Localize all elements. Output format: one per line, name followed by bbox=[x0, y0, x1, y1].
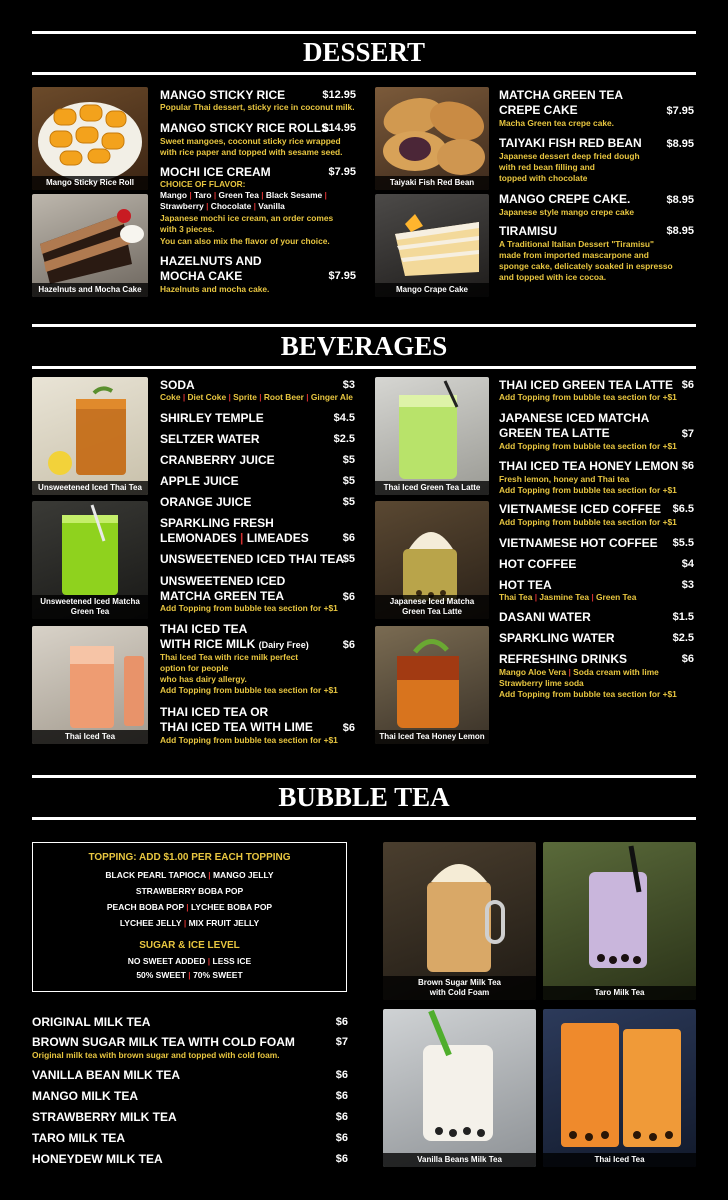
item-name: THAI ICED TEA WITH LIME bbox=[160, 720, 313, 734]
item-name: SPARKLING WATER bbox=[499, 631, 615, 645]
photo-caption: Taro Milk Tea bbox=[543, 986, 696, 1000]
hot-tea-options: Thai Tea | Jasmine Tea | Green Tea bbox=[499, 592, 637, 602]
topping: STRAWBERRY BOBA POP bbox=[135, 886, 244, 896]
bubble-tea-title: BUBBLE TEA bbox=[278, 782, 450, 812]
sugar-option: NO SWEET ADDED bbox=[127, 956, 206, 966]
option: Ginger Ale bbox=[310, 392, 353, 402]
photo-caption: Thai Iced Green Tea Latte bbox=[375, 481, 489, 495]
item-desc: Japanese style mango crepe cake bbox=[499, 207, 635, 217]
topping-heading: TOPPING: ADD $1.00 PER EACH TOPPING bbox=[88, 852, 291, 863]
item-name: THAI ICED TEA HONEY LEMON bbox=[499, 459, 679, 473]
topping: MIX FRUIT JELLY bbox=[188, 918, 260, 928]
item-name: HONEYDEW MILK TEA bbox=[32, 1152, 163, 1166]
photo-caption-line: Green Tea bbox=[70, 607, 110, 616]
item-desc: Add Topping from bubble tea section for +$1 bbox=[499, 485, 677, 495]
item-desc: who has dairy allergy. bbox=[160, 674, 247, 684]
section-rule bbox=[32, 775, 696, 778]
drink-illustration bbox=[543, 1009, 696, 1167]
flavor: Taro bbox=[193, 190, 212, 200]
item-price: $6 bbox=[335, 1111, 348, 1123]
beverages-title: BEVERAGES bbox=[280, 331, 448, 361]
item-name: LEMONADES | LIMEADES bbox=[160, 531, 309, 545]
item-name: THAI ICED TEA bbox=[160, 622, 248, 636]
item-price: $5.5 bbox=[672, 537, 694, 549]
item-name: MANGO STICKY RICE bbox=[160, 88, 286, 102]
photo-caption: Mango Crape Cake bbox=[375, 283, 489, 297]
item-name: JAPANESE ICED MATCHA bbox=[499, 411, 650, 425]
sugar-line: 50% SWEET | 70% SWEET bbox=[136, 970, 243, 980]
topping-line bbox=[33, 886, 346, 896]
photo-caption-line: Green Tea Latte bbox=[402, 607, 462, 616]
flavor: Vanilla bbox=[258, 201, 285, 211]
item-name: VIETNAMESE HOT COFFEE bbox=[499, 536, 658, 550]
drink-illustration bbox=[32, 377, 148, 495]
item-name: MATCHA GREEN TEA bbox=[160, 589, 284, 603]
photo-taiyaki bbox=[375, 87, 489, 190]
item-name: THAI ICED TEA OR bbox=[160, 705, 269, 719]
item-name: BROWN SUGAR MILK TEA WITH COLD FOAM bbox=[32, 1035, 295, 1049]
item-name: UNSWEETENED ICED bbox=[160, 574, 286, 588]
item-desc: Japanese dessert deep fried dough bbox=[499, 151, 640, 161]
photo-caption: Vanilla Beans Milk Tea bbox=[383, 1153, 536, 1167]
item-name: APPLE JUICE bbox=[160, 474, 239, 488]
item-name: MOCHA CAKE bbox=[160, 269, 243, 283]
item-price: $12.95 bbox=[322, 89, 356, 101]
item-price: $8.95 bbox=[666, 138, 694, 150]
item-desc: Fresh lemon, honey and Thai tea bbox=[499, 474, 630, 484]
item-name: ORANGE JUICE bbox=[160, 495, 252, 509]
item-name: THAI ICED GREEN TEA LATTE bbox=[499, 378, 673, 392]
option: Coke bbox=[160, 392, 181, 402]
photo-japanese-iced-matcha bbox=[375, 501, 489, 619]
section-rule bbox=[32, 366, 696, 369]
topping: MANGO JELLY bbox=[212, 870, 274, 880]
item-price: $6 bbox=[342, 639, 355, 651]
cake-illustration bbox=[32, 194, 148, 297]
item-price: $6 bbox=[335, 1090, 348, 1102]
sugar-option: 70% SWEET bbox=[193, 970, 243, 980]
photo-brown-sugar-milk-tea bbox=[383, 842, 536, 1000]
item-price: $6 bbox=[342, 722, 355, 734]
item-name: SELTZER WATER bbox=[160, 432, 260, 446]
option: Diet Coke bbox=[187, 392, 227, 402]
item-desc: sponge cake, delicately soaked in espresso bbox=[499, 261, 673, 271]
item-desc: Add Topping from bubble tea section for +$1 bbox=[160, 735, 338, 745]
item-price: $14.95 bbox=[322, 122, 356, 134]
item-price: $6 bbox=[681, 379, 694, 391]
item-choice: CHOICE OF FLAVOR: bbox=[160, 179, 246, 189]
item-name: VANILLA BEAN MILK TEA bbox=[32, 1068, 180, 1082]
item-desc: Japanese mochi ice cream, an order comes bbox=[160, 213, 334, 223]
dessert-title: DESSERT bbox=[302, 37, 426, 67]
photo-caption-line: Japanese Iced Matcha bbox=[389, 597, 475, 606]
photo-caption-line: Brown Sugar Milk Tea bbox=[418, 978, 501, 987]
topping: LYCHEE BOBA POP bbox=[191, 902, 273, 912]
item-desc: topped with chocolate bbox=[499, 173, 588, 183]
item-price: $1.5 bbox=[672, 611, 694, 623]
taiyaki-illustration bbox=[375, 87, 489, 190]
item-price: $6 bbox=[342, 591, 355, 603]
sugar-option: 50% SWEET bbox=[136, 970, 186, 980]
photo-caption: Hazelnuts and Mocha Cake bbox=[32, 283, 148, 297]
item-price: $5 bbox=[342, 454, 355, 466]
item-name: DASANI WATER bbox=[499, 610, 591, 624]
sugar-heading: SUGAR & ICE LEVEL bbox=[139, 940, 240, 951]
sugar-line: NO SWEET ADDED | LESS ICE bbox=[127, 956, 252, 966]
section-rule bbox=[32, 31, 696, 34]
option: Mango Aloe Vera bbox=[499, 667, 567, 677]
item-price: $5 bbox=[342, 475, 355, 487]
item-price: $7 bbox=[681, 428, 694, 440]
topping: PEACH BOBA POP bbox=[106, 902, 184, 912]
photo-vanilla-bean-milk-tea bbox=[383, 1009, 536, 1167]
crepe-cake-illustration bbox=[375, 194, 489, 297]
item-price: $6 bbox=[335, 1153, 348, 1165]
flavor-list: Strawberry | Chocolate | Vanilla bbox=[160, 201, 285, 211]
photo-hazelnuts-mocha-cake bbox=[32, 194, 148, 297]
photo-unsweetened-iced-thai-tea bbox=[32, 377, 148, 495]
item-name: GREEN TEA LATTE bbox=[499, 426, 610, 440]
item-name: HOT TEA bbox=[499, 578, 552, 592]
item-name: STRAWBERRY MILK TEA bbox=[32, 1110, 177, 1124]
item-name: MANGO CREPE CAKE. bbox=[499, 192, 631, 206]
item-desc: Add Topping from bubble tea section for +$1 bbox=[160, 603, 338, 613]
item-desc: Sweet mangoes, coconut sticky rice wrapped bbox=[160, 136, 341, 146]
item-desc: Add Topping from bubble tea section for +$1 bbox=[499, 517, 677, 527]
item-desc: A Traditional Italian Dessert "Tiramisu" bbox=[499, 239, 655, 249]
item-desc: Popular Thai dessert, sticky rice in coconut milk. bbox=[160, 102, 355, 112]
item-name: MANGO MILK TEA bbox=[32, 1089, 138, 1103]
option: Soda cream with lime bbox=[573, 667, 659, 677]
section-rule bbox=[32, 324, 696, 327]
sugar-option: LESS ICE bbox=[212, 956, 252, 966]
drink-illustration bbox=[375, 626, 489, 744]
topping: LYCHEE JELLY bbox=[119, 918, 182, 928]
item-name: TARO MILK TEA bbox=[32, 1131, 126, 1145]
item-price: $4.5 bbox=[333, 412, 355, 424]
flavor: Chocolate bbox=[210, 201, 252, 211]
refreshing-options: Mango Aloe Vera | Soda cream with lime bbox=[499, 667, 659, 677]
topping: BLACK PEARL TAPIOCA bbox=[105, 870, 206, 880]
mango-roll-illustration bbox=[32, 87, 148, 190]
option: Green Tea bbox=[596, 592, 637, 602]
item-name: UNSWEETENED ICED THAI TEA bbox=[160, 552, 345, 566]
item-price: $3 bbox=[681, 579, 694, 591]
item-price: $5 bbox=[342, 496, 355, 508]
photo-caption: Thai Iced Tea Honey Lemon bbox=[375, 730, 489, 744]
item-desc: Strawberry lime soda bbox=[499, 678, 584, 688]
photo-mango-sticky-rice-roll bbox=[32, 87, 148, 190]
photo-thai-iced-tea-honey-lemon bbox=[375, 626, 489, 744]
photo-caption: Thai Iced Tea bbox=[32, 730, 148, 744]
item-price: $3 bbox=[342, 379, 355, 391]
photo-taro-milk-tea bbox=[543, 842, 696, 1000]
item-name: HAZELNUTS AND bbox=[160, 254, 262, 268]
item-desc: Macha Green tea crepe cake. bbox=[499, 118, 614, 128]
item-price: $6 bbox=[342, 532, 355, 544]
item-name: TIRAMISU bbox=[499, 224, 557, 238]
item-price: $2.5 bbox=[672, 632, 694, 644]
drink-illustration bbox=[543, 842, 696, 1000]
item-desc: You can also mix the flavor of your choice. bbox=[160, 236, 330, 246]
option: Root Beer bbox=[263, 392, 304, 402]
item-price: $7.95 bbox=[666, 105, 694, 117]
item-price: $6 bbox=[335, 1016, 348, 1028]
photo-caption: Taiyaki Fish Red Bean bbox=[375, 176, 489, 190]
item-desc: Thai Iced Tea with rice milk perfect bbox=[160, 652, 299, 662]
item-name-part: LEMONADES bbox=[160, 531, 237, 545]
item-price: $7 bbox=[335, 1036, 348, 1048]
drink-illustration bbox=[383, 1009, 536, 1167]
item-name: VIETNAMESE ICED COFFEE bbox=[499, 502, 662, 516]
item-name: SHIRLEY TEMPLE bbox=[160, 411, 264, 425]
item-price: $6 bbox=[681, 460, 694, 472]
photo-caption: Unsweetened Iced Thai Tea bbox=[32, 481, 148, 495]
item-name: CREPE CAKE bbox=[499, 103, 578, 117]
item-desc: Add Topping from bubble tea section for +$1 bbox=[499, 392, 677, 402]
item-desc: Original milk tea with brown sugar and topped with cold foam. bbox=[32, 1050, 280, 1060]
item-name: SODA bbox=[160, 378, 195, 392]
topping-box bbox=[32, 842, 347, 992]
item-desc: Add Topping from bubble tea section for +$1 bbox=[499, 441, 677, 451]
item-name: SPARKLING FRESH bbox=[160, 516, 274, 530]
option: Sprite bbox=[233, 392, 257, 402]
flavor: Strawberry bbox=[160, 201, 204, 211]
item-desc: with 3 pieces. bbox=[160, 224, 215, 234]
item-name: CRANBERRY JUICE bbox=[160, 453, 275, 467]
photo-caption bbox=[375, 595, 489, 619]
photo-caption-line: with Cold Foam bbox=[429, 988, 490, 997]
option: Jasmine Tea bbox=[539, 592, 590, 602]
section-rule bbox=[32, 72, 696, 75]
topping-line: LYCHEE JELLY | MIX FRUIT JELLY bbox=[119, 918, 260, 928]
item-name: MATCHA GREEN TEA bbox=[499, 88, 623, 102]
photo-thai-iced-green-tea-latte bbox=[375, 377, 489, 495]
soda-options: Coke | Diet Coke | Sprite | Root Beer | Ginger Ale bbox=[160, 392, 353, 402]
drink-illustration bbox=[32, 626, 148, 744]
item-desc: and topped with ice cocoa. bbox=[499, 272, 607, 282]
topping-line: BLACK PEARL TAPIOCA | MANGO JELLY bbox=[105, 870, 274, 880]
photo-mango-crepe-cake bbox=[375, 194, 489, 297]
item-price: $6 bbox=[681, 653, 694, 665]
item-name: HOT COFFEE bbox=[499, 557, 577, 571]
item-desc: with rice paper and topped with sesame seed. bbox=[160, 147, 343, 157]
item-name: REFRESHING DRINKS bbox=[499, 652, 628, 666]
item-price: $4 bbox=[681, 558, 694, 570]
item-name: MANGO STICKY RICE ROLLS bbox=[160, 121, 330, 135]
item-price: $8.95 bbox=[666, 194, 694, 206]
flavor: Green Tea bbox=[218, 190, 259, 200]
item-desc: with red bean filling and bbox=[499, 162, 595, 172]
item-name bbox=[160, 637, 309, 653]
item-name: ORIGINAL MILK TEA bbox=[32, 1015, 151, 1029]
item-name-note: (Dairy Free) bbox=[258, 640, 309, 650]
topping-line: PEACH BOBA POP | LYCHEE BOBA POP bbox=[106, 902, 273, 912]
item-price: $8.95 bbox=[666, 225, 694, 237]
item-price: $6 bbox=[335, 1069, 348, 1081]
item-price: $2.5 bbox=[333, 433, 355, 445]
photo-caption bbox=[32, 595, 148, 619]
item-name: MOCHI ICE CREAM bbox=[160, 165, 271, 179]
item-name-part: LIMEADES bbox=[246, 531, 309, 545]
photo-caption-line: Unsweetened Iced Matcha bbox=[40, 597, 140, 606]
item-desc: Add Topping from bubble tea section for +$1 bbox=[160, 685, 338, 695]
item-desc: Hazelnuts and mocha cake. bbox=[160, 284, 270, 294]
item-price: $5 bbox=[342, 553, 355, 565]
option: Thai Tea bbox=[499, 592, 533, 602]
photo-thai-iced-tea bbox=[32, 626, 148, 744]
item-desc: made from imported mascarpone and bbox=[499, 250, 649, 260]
photo-caption: Thai Iced Tea bbox=[543, 1153, 696, 1167]
item-price: $6.5 bbox=[672, 503, 694, 515]
photo-unsweetened-iced-matcha bbox=[32, 501, 148, 619]
drink-illustration bbox=[375, 377, 489, 495]
photo-caption bbox=[383, 976, 536, 1000]
flavor: Mango bbox=[160, 190, 187, 200]
photo-thai-iced-tea-bubble bbox=[543, 1009, 696, 1167]
flavor: Black Sesame bbox=[265, 190, 323, 200]
item-name: TAIYAKI FISH RED BEAN bbox=[499, 136, 642, 150]
item-price: $7.95 bbox=[328, 270, 356, 282]
item-price: $7.95 bbox=[328, 166, 356, 178]
item-price: $6 bbox=[335, 1132, 348, 1144]
item-name-part: WITH RICE MILK bbox=[160, 637, 256, 651]
item-desc: option for people bbox=[160, 663, 229, 673]
photo-caption: Mango Sticky Rice Roll bbox=[32, 176, 148, 190]
item-desc: Add Topping from bubble tea section for +$1 bbox=[499, 689, 677, 699]
section-rule bbox=[32, 817, 696, 820]
flavor-list: Mango | Taro | Green Tea | Black Sesame | bbox=[160, 190, 327, 200]
